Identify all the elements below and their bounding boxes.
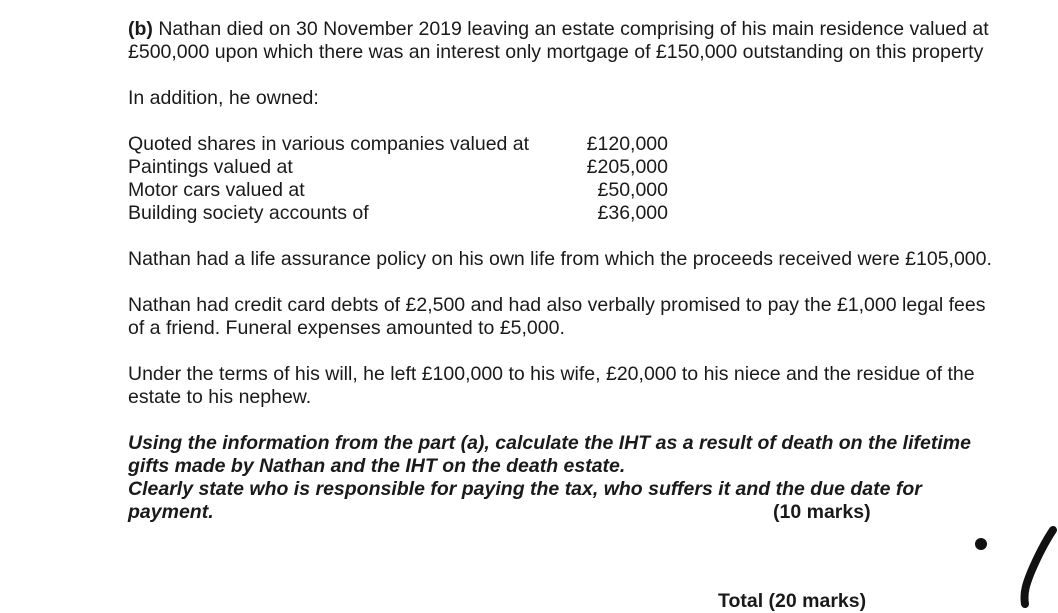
will-paragraph: Under the terms of his will, he left £100,000 to his wife, £20,000 to his niece and the residue of the estate to his nephew. — [128, 363, 975, 408]
asset-row — [128, 202, 668, 225]
question-instructions — [128, 432, 998, 524]
question-line-1: Using the information from the part (a), calculate the IHT as a result of death on the lifetime gifts made by Nathan and the IHT on the death estate. — [128, 432, 971, 477]
asset-description: Motor cars valued at — [128, 179, 305, 201]
life-assurance-paragraph: Nathan had a life assurance policy on his own life from which the proceeds received were £105,000. — [128, 248, 992, 270]
handwritten-mark-icon — [965, 520, 1058, 609]
question-line-2: Clearly state who is responsible for paying the tax, who suffers it and the due date for payment. — [128, 478, 922, 523]
intro-paragraph — [128, 18, 998, 64]
asset-row — [128, 156, 668, 179]
ink-stroke — [1024, 530, 1053, 604]
part-label: (b) — [128, 18, 153, 40]
asset-description: Quoted shares in various companies valued at — [128, 133, 530, 155]
ink-dot — [975, 538, 987, 550]
asset-description: Paintings valued at — [128, 156, 293, 178]
question-part-b — [128, 18, 998, 524]
marks-label: (10 marks) — [773, 501, 871, 523]
asset-amount: £205,000 — [586, 156, 668, 178]
asset-row — [128, 179, 668, 202]
asset-amount: £36,000 — [597, 202, 668, 224]
total-marks-label: Total (20 marks) — [718, 590, 867, 612]
owned-heading: In addition, he owned: — [128, 87, 319, 109]
asset-row — [128, 133, 668, 156]
asset-description: Building society accounts of — [128, 202, 369, 224]
debts-paragraph: Nathan had credit card debts of £2,500 and had also verbally promised to pay the £1,000 legal fees of a friend. Funeral expenses amounted to £5,000. — [128, 294, 986, 339]
intro-text: Nathan died on 30 November 2019 leaving an estate comprising of his main residence valued at £500,000 upon which there was an interest only mortgage of £150,000 outstanding on this property — [128, 18, 989, 63]
asset-amount: £50,000 — [597, 179, 668, 201]
assets-table — [128, 133, 668, 225]
asset-amount: £120,000 — [586, 133, 668, 155]
